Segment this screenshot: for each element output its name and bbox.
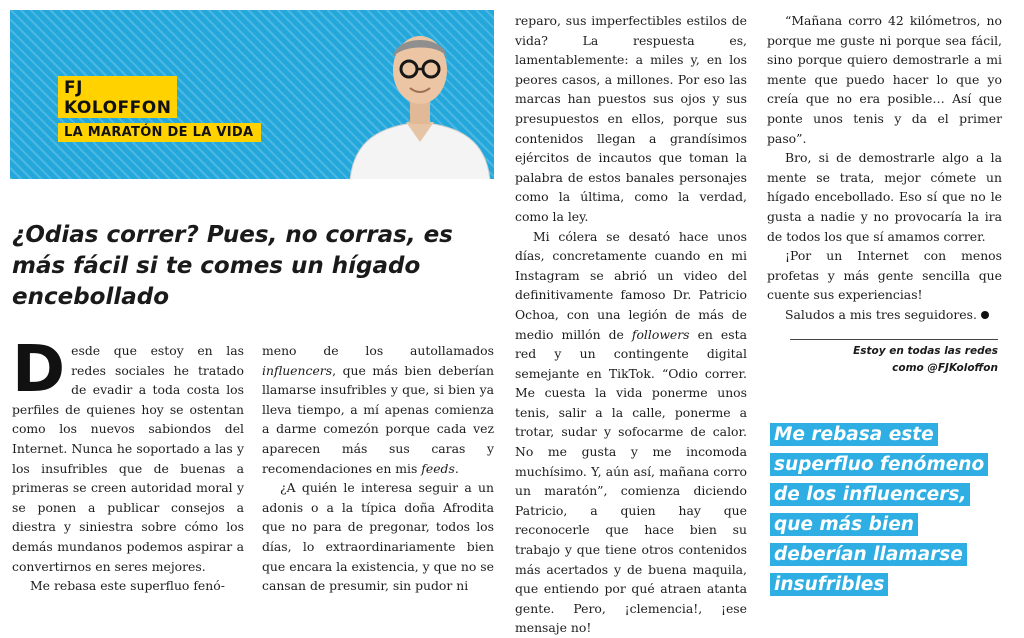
article-column-3 [515, 11, 747, 638]
signoff-handle: como @FJKoloffon [892, 362, 998, 374]
article-column-4 [767, 11, 1002, 325]
paragraph: ¿A quién le interesa seguir a un adonis o a la típica doña Afrodita que no para de pregonar, todos los días, lo extraordinariamente bien que encara la existencia, y que no se cansan de presumir, sin pudor ni [262, 480, 494, 594]
article-column-1 [12, 333, 244, 596]
drop-cap: D [12, 333, 66, 407]
paragraph [515, 227, 747, 638]
paragraph: “Mañana corro 42 kilómetros, no porque me guste ni porque sea fácil, sino porque quiero demostrarle a mi mente que puedo hacer lo que yo creía que no era posible… Así que ponte unos tenis y da el primer paso”. [767, 13, 1002, 146]
paragraph-intro: esde que estoy en las redes sociales he tratado de evadir a toda costa los perfiles de quienes hoy se ostentan como los nuevos sabiondos del Internet. Nunca he soportado a las y los insufribles que de buenas a primeras se creen autoridad moral y se ponen a publicar consejos a diestra y siniestra sobre cómo los demás mundanos podemos aspirar a convertirnos en seres mejores. [12, 343, 244, 574]
article-headline: ¿Odias correr? Pues, no corras, es más fácil si te comes un hígado encebollado [12, 222, 453, 310]
text-run: Mi cólera se desató hace unos días, concretamente cuando en mi Instagram se abrió un video del definitivamente famoso Dr. Patricio Ochoa, con una legión de más de medio millón de [515, 228, 747, 342]
text-run: meno de los autollamados [262, 343, 494, 358]
author-signoff [790, 339, 998, 377]
author-name-label [58, 76, 177, 118]
emphasis: influencers [262, 362, 333, 378]
text-run: . [454, 460, 459, 476]
author-first-name: FJ [64, 78, 83, 98]
paragraph: Bro, si de demostrarle algo a la mente se trata, mejor cómete un hígado encebollado. Eso sí que no le gusta a nadie y no provocaría la ira de todos los que sí amamos correr. [767, 150, 1002, 244]
pull-quote-text: Me rebasa este superfluo fenómeno de los influencers, que más bien deberían llamarse insufribles [770, 423, 988, 596]
paragraph: Me rebasa este superfluo fenó- [30, 578, 225, 594]
column-banner [10, 10, 494, 179]
column-section-title: LA MARATÓN DE LA VIDA [58, 123, 261, 142]
paragraph [262, 341, 494, 478]
text-run: Saludos a mis tres seguidores. [785, 306, 977, 322]
signoff-line-1: Estoy en todas las redes [853, 345, 998, 357]
author-last-name: KOLOFFON [64, 98, 172, 118]
emphasis: followers [631, 326, 690, 342]
paragraph: ¡Por un Internet con menos profetas y más gente sencilla que cuente sus experiencias! [767, 248, 1002, 303]
end-mark-icon [981, 311, 989, 319]
article-column-2 [262, 341, 494, 596]
text-run: en esta red y un contingente digital semejante en TikTok. “Odio correr. Me cuesta la vida ponerme unos tenis, salir a la calle, ponerme a trotar, sudar y sofocarme de calor. No me gusta y me incomoda muchísimo. Y, aún así, mañana corro un maratón”, comienza diciendo Patricio, a quien hay que reconocerle que hace bien su trabajo y que tiene otros contenidos más acertados y de buena maquila, que entiendo por qué atraen atanta gente. Pero, ¡clemencia!, ¡ese mensaje no! [515, 326, 747, 636]
paragraph: reparo, sus imperfectibles estilos de vida? La respuesta es, lamentablemente: a miles y, en los peores casos, a millones. Por eso las marcas han puestos sus ojos y sus presupuestos en ellos, porque sus contenidos llegan a grandísimos ejércitos de incautos que toman la palabra de estos banales personajes como la última, como la verdad, como la ley. [515, 13, 747, 224]
author-portrait [340, 14, 494, 179]
paragraph-closing [767, 305, 1002, 325]
text-run: , que más bien deberían llamarse insufribles y que, si bien ya lleva tiempo, a mí apenas comienza a darme comezón porque cada vez aparecen más sus caras y recomendaciones en mis [262, 362, 494, 476]
pull-quote [770, 420, 1002, 600]
emphasis: feeds [421, 460, 455, 476]
